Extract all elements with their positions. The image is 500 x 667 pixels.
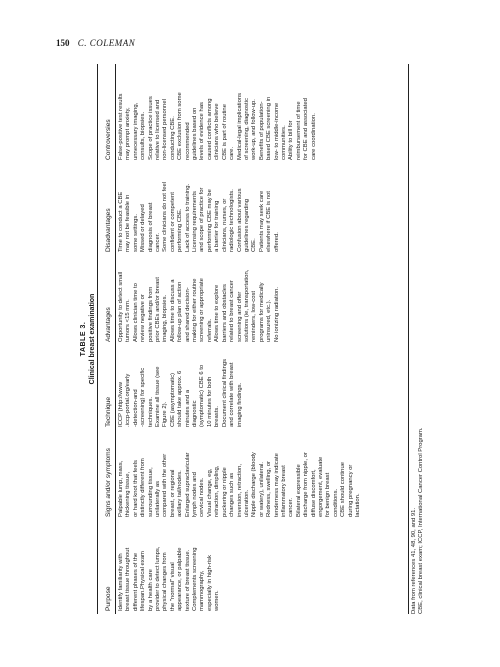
rotated-table-block <box>77 64 467 614</box>
cell-line: programs for medically <box>258 282 265 342</box>
cell-line: imaging findings. <box>236 382 243 427</box>
cell-line: screening or appropriate <box>199 278 206 342</box>
cell-line: breast, or regional <box>169 469 176 517</box>
cell-line: and shared decision- <box>184 287 191 342</box>
cell-line: the "normal" visual <box>169 562 176 611</box>
cell-line: Bilateral expressible <box>295 464 302 517</box>
cell-line: Complements screening <box>192 547 199 611</box>
cell-line: minutes and a <box>184 389 191 427</box>
table-number: TABLE 3. <box>80 321 87 357</box>
cell-line: CBE is part of routine <box>221 104 228 160</box>
table-caption <box>79 64 97 614</box>
cell-line: Allows time to explore <box>214 284 221 342</box>
table-top-rule <box>97 64 98 614</box>
cell-line: provider to detect lumps, <box>155 546 162 611</box>
running-head <box>56 38 135 48</box>
cell-line: follow-up plan of action <box>177 281 184 342</box>
cell-line: or hard knot that feels <box>132 460 139 517</box>
cell-line: discharge from nipple, or <box>303 452 310 517</box>
cell-line: communities. <box>280 125 287 160</box>
cell-line: by a health care <box>147 569 154 611</box>
header-signs-symptoms: Signs and/or symptoms <box>105 448 112 517</box>
cell-line: relative to licensed and <box>155 99 162 160</box>
cell-line: CBE should continue <box>340 461 347 517</box>
cell-line: Redness, swelling, or <box>266 461 273 517</box>
cell-line: .iccp-portal.org/early <box>125 373 132 427</box>
cell-line: Opportunity to detect small <box>118 271 124 342</box>
cell-controversies <box>116 64 408 163</box>
cell-line: uninsured, etc.). <box>266 299 273 342</box>
cell-line: inversion, retraction, <box>236 463 243 517</box>
cell-line: positive findings from <box>147 286 154 342</box>
cell-line: may not be feasible in <box>125 194 132 252</box>
cell-line: Ability to bill for <box>288 120 295 160</box>
cell-line: conducting CBE. <box>169 116 176 160</box>
header-purpose: Purpose <box>105 586 112 611</box>
cell-line: Missed or delayed <box>140 204 147 252</box>
cell-line: Lack of access to training. <box>184 183 191 252</box>
cell-line: puckering or nipple <box>221 467 228 517</box>
table-title: Clinical breast examination <box>89 293 96 385</box>
header-advantages: Advantages <box>105 307 112 342</box>
cell-line: conditions. <box>332 488 339 517</box>
cell-line: compared with the other <box>162 453 169 517</box>
cell-line: False-positive test results <box>118 93 124 160</box>
cell-line: No ionizing radiation. <box>273 286 280 342</box>
cell-line: CBE (asymptomatic) <box>169 372 176 427</box>
cell-line: making for either routine <box>192 278 199 342</box>
cell-line: surrounding tissue, <box>147 467 154 517</box>
cell-line: Visual change, eg, <box>206 468 213 517</box>
cell-line: or watery), unilateral. <box>258 461 265 517</box>
cell-line: breast tissue throughout <box>125 547 132 611</box>
cell-line: Identify familiarity with <box>118 553 124 611</box>
cell-line: lactation. <box>355 493 361 517</box>
cell-line: unilaterally as <box>155 480 162 517</box>
cell-line: guidelines based on <box>192 107 199 160</box>
cell-line: imaging, biopsies. <box>162 294 169 342</box>
cell-line: diffuse discomfort, <box>310 469 317 517</box>
cell-line: Some clinicians do not feel <box>162 181 169 252</box>
cell-line: texture of breast tissue. <box>184 549 191 611</box>
table-body-row <box>116 64 408 614</box>
cell-line: barriers and obstacles <box>221 284 228 342</box>
cell-line: especially in high-risk <box>206 555 213 611</box>
cell-line: CBE exclusion from some <box>177 92 184 160</box>
cell-line: confident or competent <box>169 192 176 252</box>
header-technique: Technique <box>105 396 112 427</box>
cell-line: cancer. <box>155 233 162 252</box>
cell-line: care coordination. <box>310 113 317 160</box>
cell-line: low- to middle-income <box>273 102 280 160</box>
cell-line: clinicians, nurses, or <box>221 198 228 252</box>
cell-line: consults, biopsies. <box>140 111 147 160</box>
cell-line: Enlarged supraclavicular <box>184 452 191 517</box>
page-number: 150 <box>56 38 70 48</box>
cell-line: Nipple discharge (bloody <box>251 452 258 517</box>
cell-line: thickening tissue, <box>125 471 132 517</box>
cell-line: ulceration. <box>243 489 250 517</box>
cell-purpose <box>116 520 408 614</box>
cell-line: tumors <15 mm. <box>125 299 132 342</box>
cell-line: care. <box>229 146 236 160</box>
table-footnotes <box>409 64 426 614</box>
cell-line: lymph nodes and <box>192 472 199 517</box>
cell-line: Allows clinician time to <box>132 283 139 342</box>
cell-line: engorgement, evaluate <box>317 456 324 517</box>
cell-line: guidelines regarding <box>243 198 250 252</box>
cell-line: physical changes from <box>162 552 169 611</box>
cell-line: prior CBEs and/or breast <box>155 277 162 342</box>
cell-line: performing CBE. <box>177 208 184 252</box>
cell-line: during pregnancy or <box>347 464 354 517</box>
cell-line: should take approx. 6 <box>177 370 184 427</box>
cell-line: Medical-legal implications <box>236 92 243 160</box>
cell-line: levels of evidence has <box>199 102 206 160</box>
cell-line: performing CBE may be <box>206 189 213 252</box>
header-controversies: Controversies <box>105 119 112 160</box>
cell-line: Figure 2). <box>162 401 169 427</box>
table-header-row <box>102 64 115 614</box>
cell-line: unnecessary imaging, <box>132 102 139 160</box>
cell-line: Document clinical findings <box>221 358 228 427</box>
cell-line: offered. <box>273 232 280 252</box>
cell-line: work-up, and follow-up. <box>251 99 258 160</box>
cell-advantages <box>116 255 408 345</box>
header-disadvantages: Disadvantages <box>105 208 112 252</box>
cell-line: breasts. <box>214 406 221 427</box>
cell-line: Licensing requirements <box>192 191 199 252</box>
cell-line: Allows time to discuss a <box>169 279 176 342</box>
cell-line: screening and offer <box>236 291 243 342</box>
cell-line: for benign breast <box>325 472 332 517</box>
cell-line: related to breast cancer <box>229 280 236 342</box>
cell-line: radiologic technologists. <box>229 189 236 252</box>
cell-line: diagnosis of breast <box>147 202 154 252</box>
cell-line: Time to conduct a CBE <box>118 191 124 252</box>
cell-line: reimbursement of time <box>295 101 302 160</box>
cell-line: cervical nodes. <box>199 477 206 517</box>
cell-line: techniques. <box>147 396 154 427</box>
author-name: C. COLEMAN <box>77 38 136 48</box>
footnote-references: Data from references 41, 48, 90, and 91. <box>411 507 417 614</box>
cell-line: Palpable lump, mass, <box>118 460 124 517</box>
cell-line: reminders, low-cost <box>251 290 258 342</box>
cell-line: a barrier for training <box>214 200 221 252</box>
cell-line: Patients may seek care <box>258 190 265 252</box>
cell-line: and scope of practice for <box>199 187 206 252</box>
cell-line: and correlate with breast <box>229 362 236 427</box>
cell-line: diagnostic <box>192 400 199 427</box>
cell-line: caused conflicts among <box>206 98 213 160</box>
cell-line: distinctly different from <box>140 458 147 517</box>
cell-line: review negative or <box>140 294 147 342</box>
cell-line: tenderness may indicate <box>273 453 280 517</box>
cell-line: mammography, <box>199 570 206 611</box>
cell-line: Benefits of population- <box>258 101 265 160</box>
cell-line: lifespan.Physical exam <box>140 551 147 611</box>
cell-line: Scope of practice issues <box>147 96 154 160</box>
cell-line: recommended <box>184 122 191 160</box>
cell-line: some settings. <box>132 214 139 252</box>
cell-disadvantages <box>116 163 408 255</box>
cell-line: -detection-and <box>132 389 139 427</box>
cell-line: non-licensed personnel <box>162 99 169 160</box>
cell-line: clinicians who believe <box>214 103 221 160</box>
cell-line: (symptomatic) CBE 6 to <box>199 364 206 427</box>
cell-line: may prompt anxiety, <box>125 107 132 160</box>
cell-line: 10 minutes for both <box>206 376 213 427</box>
footnote-abbreviations: CBE, clinical breast exam; ICCP, International Cancer Control Program. <box>418 427 425 614</box>
cell-line: of screening, diagnostic <box>243 98 250 160</box>
cell-line: axillary tail/nodes. <box>177 470 184 517</box>
cell-line: retraction, dimpling, <box>214 465 221 517</box>
cell-line: Examine all tissue (see <box>155 366 162 427</box>
cell-signs-symptoms <box>116 430 408 520</box>
cell-line: ICCP (http://www <box>118 381 124 427</box>
cell-line: changes such as <box>229 472 236 517</box>
cell-technique <box>116 345 408 430</box>
cell-line: referrals. <box>206 318 213 342</box>
cell-line: Confusion about various <box>236 188 243 252</box>
cell-line: appearance, or palpable <box>177 547 184 611</box>
cell-line: elsewhere if CBE is not <box>266 191 273 252</box>
cell-line: solutions (ie, transportation, <box>243 269 250 342</box>
cell-line: women. <box>214 590 221 611</box>
cell-line: different phases of the <box>132 552 139 611</box>
cell-line: inflammatory breast <box>280 465 287 517</box>
cell-line: -screening) for specific <box>140 367 147 427</box>
cell-line: for CBE and associated <box>303 98 310 160</box>
cell-line: based CBE screening in <box>266 96 273 160</box>
cell-line: cancer. <box>288 498 295 517</box>
cell-line: CBE. <box>251 238 258 252</box>
